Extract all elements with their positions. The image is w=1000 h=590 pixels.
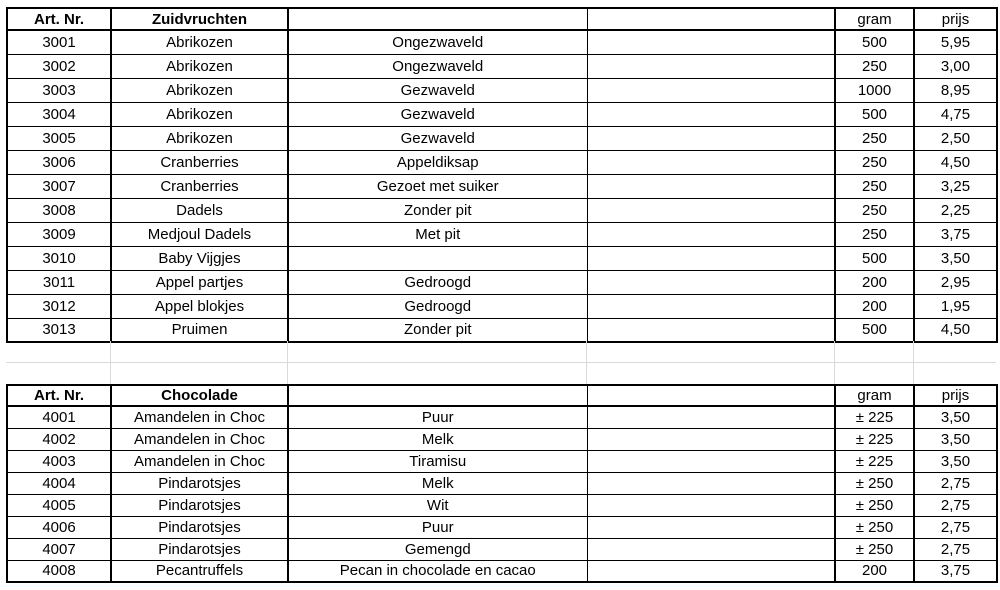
cell-variant[interactable]: Puur (288, 516, 587, 538)
cell-art-nr[interactable]: 4005 (7, 494, 111, 516)
cell-gram[interactable]: 500 (835, 318, 914, 342)
cell-variant[interactable]: Puur (288, 406, 587, 428)
table-row (7, 318, 997, 342)
cell-gram[interactable]: 200 (835, 270, 914, 294)
cell-prijs[interactable]: 3,50 (914, 428, 997, 450)
cell-prijs[interactable]: 8,95 (914, 78, 997, 102)
cell-art-nr[interactable]: 3012 (7, 294, 111, 318)
table-row (7, 270, 997, 294)
cell-prijs[interactable]: 2,75 (914, 516, 997, 538)
cell-prijs[interactable]: 3,25 (914, 174, 997, 198)
table-row (7, 246, 997, 270)
header-variant[interactable] (288, 385, 587, 406)
cell-art-nr[interactable]: 3008 (7, 198, 111, 222)
cell-gram[interactable]: ± 250 (835, 538, 914, 560)
table-row (7, 294, 997, 318)
cell-product[interactable]: Amandelen in Choc (111, 406, 288, 428)
cell-prijs[interactable]: 5,95 (914, 30, 997, 54)
cell-variant[interactable]: Gedroogd (288, 270, 587, 294)
zuidvruchten-table (6, 7, 998, 343)
cell-extra[interactable] (587, 406, 835, 428)
cell-prijs[interactable]: 3,50 (914, 406, 997, 428)
cell-extra[interactable] (587, 78, 835, 102)
cell-prijs[interactable]: 2,75 (914, 494, 997, 516)
cell-prijs[interactable]: 2,75 (914, 538, 997, 560)
cell-extra[interactable] (587, 294, 835, 318)
cell-extra[interactable] (587, 450, 835, 472)
cell-art-nr[interactable]: 3002 (7, 54, 111, 78)
cell-product[interactable]: Amandelen in Choc (111, 428, 288, 450)
table-row (7, 560, 997, 582)
cell-gram[interactable]: 200 (835, 294, 914, 318)
cell-prijs[interactable]: 3,50 (914, 450, 997, 472)
cell-gram[interactable]: 500 (835, 246, 914, 270)
cell-prijs[interactable]: 2,95 (914, 270, 997, 294)
cell-extra[interactable] (587, 222, 835, 246)
cell-prijs[interactable]: 4,50 (914, 150, 997, 174)
cell-variant[interactable]: Met pit (288, 222, 587, 246)
cell-product[interactable]: Appel blokjes (111, 294, 288, 318)
cell-art-nr[interactable]: 4002 (7, 428, 111, 450)
cell-art-nr[interactable]: 4006 (7, 516, 111, 538)
cell-product[interactable]: Pindarotsjes (111, 516, 288, 538)
cell-prijs[interactable]: 2,25 (914, 198, 997, 222)
cell-product[interactable]: Abrikozen (111, 54, 288, 78)
cell-variant[interactable]: Gezwaveld (288, 78, 587, 102)
header-row (7, 8, 997, 30)
header-product[interactable]: Zuidvruchten (111, 8, 288, 30)
empty-rows-gap (6, 341, 996, 384)
cell-extra[interactable] (587, 126, 835, 150)
cell-extra[interactable] (587, 174, 835, 198)
header-extra[interactable] (587, 8, 835, 30)
cell-variant[interactable]: Tiramisu (288, 450, 587, 472)
cell-art-nr[interactable]: 3013 (7, 318, 111, 342)
cell-extra[interactable] (587, 102, 835, 126)
cell-gram[interactable]: 500 (835, 30, 914, 54)
cell-gram[interactable]: 1000 (835, 78, 914, 102)
cell-variant[interactable] (288, 246, 587, 270)
cell-extra[interactable] (587, 516, 835, 538)
header-art-nr[interactable]: Art. Nr. (7, 8, 111, 30)
cell-product[interactable]: Abrikozen (111, 30, 288, 54)
cell-variant[interactable]: Gezwaveld (288, 102, 587, 126)
cell-gram[interactable]: 500 (835, 102, 914, 126)
cell-extra[interactable] (587, 198, 835, 222)
cell-art-nr[interactable]: 3010 (7, 246, 111, 270)
cell-product[interactable]: Cranberries (111, 174, 288, 198)
table-row (7, 494, 997, 516)
cell-product[interactable]: Dadels (111, 198, 288, 222)
cell-gram[interactable]: 200 (835, 560, 914, 582)
cell-prijs[interactable]: 2,75 (914, 472, 997, 494)
cell-gram[interactable]: ± 250 (835, 516, 914, 538)
cell-prijs[interactable]: 4,50 (914, 318, 997, 342)
cell-art-nr[interactable]: 3001 (7, 30, 111, 54)
cell-extra[interactable] (587, 246, 835, 270)
cell-art-nr[interactable]: 3009 (7, 222, 111, 246)
table-row (7, 428, 997, 450)
cell-art-nr[interactable]: 3007 (7, 174, 111, 198)
cell-extra[interactable] (587, 318, 835, 342)
header-extra[interactable] (587, 385, 835, 406)
cell-variant[interactable]: Appeldiksap (288, 150, 587, 174)
cell-variant[interactable]: Melk (288, 472, 587, 494)
table-row (7, 406, 997, 428)
cell-variant[interactable]: Melk (288, 428, 587, 450)
cell-product[interactable]: Appel partjes (111, 270, 288, 294)
header-gram[interactable]: gram (835, 8, 914, 30)
table-row (7, 450, 997, 472)
header-art-nr[interactable]: Art. Nr. (7, 385, 111, 406)
header-gram[interactable]: gram (835, 385, 914, 406)
cell-art-nr[interactable]: 3005 (7, 126, 111, 150)
cell-product[interactable]: Cranberries (111, 150, 288, 174)
cell-art-nr[interactable]: 4008 (7, 560, 111, 582)
cell-product[interactable]: Baby Vijgjes (111, 246, 288, 270)
cell-variant[interactable]: Ongezwaveld (288, 54, 587, 78)
cell-variant[interactable]: Gezoet met suiker (288, 174, 587, 198)
table-row (7, 222, 997, 246)
cell-extra[interactable] (587, 428, 835, 450)
cell-gram[interactable]: ± 225 (835, 406, 914, 428)
table-row (7, 198, 997, 222)
cell-gram[interactable]: ± 225 (835, 450, 914, 472)
cell-gram[interactable]: 250 (835, 174, 914, 198)
cell-prijs[interactable]: 2,50 (914, 126, 997, 150)
chocolade-table (6, 384, 998, 583)
table-row (7, 516, 997, 538)
cell-art-nr[interactable]: 3011 (7, 270, 111, 294)
header-row (7, 385, 997, 406)
cell-product[interactable]: Abrikozen (111, 102, 288, 126)
cell-prijs[interactable]: 4,75 (914, 102, 997, 126)
cell-product[interactable]: Pindarotsjes (111, 472, 288, 494)
cell-variant[interactable]: Ongezwaveld (288, 30, 587, 54)
cell-gram[interactable]: ± 250 (835, 494, 914, 516)
cell-variant[interactable]: Gezwaveld (288, 126, 587, 150)
cell-variant[interactable]: Wit (288, 494, 587, 516)
cell-variant[interactable]: Gemengd (288, 538, 587, 560)
cell-product[interactable]: Amandelen in Choc (111, 450, 288, 472)
table-row (7, 78, 997, 102)
cell-art-nr[interactable]: 4007 (7, 538, 111, 560)
table-row (7, 174, 997, 198)
cell-art-nr[interactable]: 4003 (7, 450, 111, 472)
cell-gram[interactable]: 250 (835, 150, 914, 174)
cell-gram[interactable]: 250 (835, 54, 914, 78)
header-product[interactable]: Chocolade (111, 385, 288, 406)
table-row (7, 102, 997, 126)
header-variant[interactable] (288, 8, 587, 30)
cell-variant[interactable]: Zonder pit (288, 318, 587, 342)
cell-prijs[interactable]: 3,75 (914, 222, 997, 246)
cell-extra[interactable] (587, 538, 835, 560)
header-prijs[interactable]: prijs (914, 385, 997, 406)
cell-product[interactable]: Abrikozen (111, 126, 288, 150)
cell-product[interactable]: Pruimen (111, 318, 288, 342)
cell-art-nr[interactable]: 3006 (7, 150, 111, 174)
table-row (7, 150, 997, 174)
cell-art-nr[interactable]: 3004 (7, 102, 111, 126)
cell-prijs[interactable]: 1,95 (914, 294, 997, 318)
cell-variant[interactable]: Pecan in chocolade en cacao (288, 560, 587, 582)
table-row (7, 472, 997, 494)
cell-art-nr[interactable]: 4001 (7, 406, 111, 428)
cell-extra[interactable] (587, 472, 835, 494)
table-row (7, 30, 997, 54)
cell-gram[interactable]: 250 (835, 198, 914, 222)
table-row (7, 54, 997, 78)
table-row (7, 538, 997, 560)
cell-extra[interactable] (587, 270, 835, 294)
cell-product[interactable]: Abrikozen (111, 78, 288, 102)
cell-variant[interactable]: Zonder pit (288, 198, 587, 222)
cell-art-nr[interactable]: 3003 (7, 78, 111, 102)
cell-product[interactable]: Pindarotsjes (111, 494, 288, 516)
cell-extra[interactable] (587, 494, 835, 516)
cell-gram[interactable]: 250 (835, 222, 914, 246)
cell-art-nr[interactable]: 4004 (7, 472, 111, 494)
cell-extra[interactable] (587, 30, 835, 54)
cell-prijs[interactable]: 3,00 (914, 54, 997, 78)
cell-extra[interactable] (587, 150, 835, 174)
cell-gram[interactable]: 250 (835, 126, 914, 150)
table-row (7, 126, 997, 150)
cell-extra[interactable] (587, 54, 835, 78)
cell-product[interactable]: Pecantruffels (111, 560, 288, 582)
cell-extra[interactable] (587, 560, 835, 582)
cell-product[interactable]: Medjoul Dadels (111, 222, 288, 246)
cell-prijs[interactable]: 3,50 (914, 246, 997, 270)
cell-product[interactable]: Pindarotsjes (111, 538, 288, 560)
cell-gram[interactable]: ± 250 (835, 472, 914, 494)
cell-variant[interactable]: Gedroogd (288, 294, 587, 318)
cell-gram[interactable]: ± 225 (835, 428, 914, 450)
header-prijs[interactable]: prijs (914, 8, 997, 30)
cell-prijs[interactable]: 3,75 (914, 560, 997, 582)
